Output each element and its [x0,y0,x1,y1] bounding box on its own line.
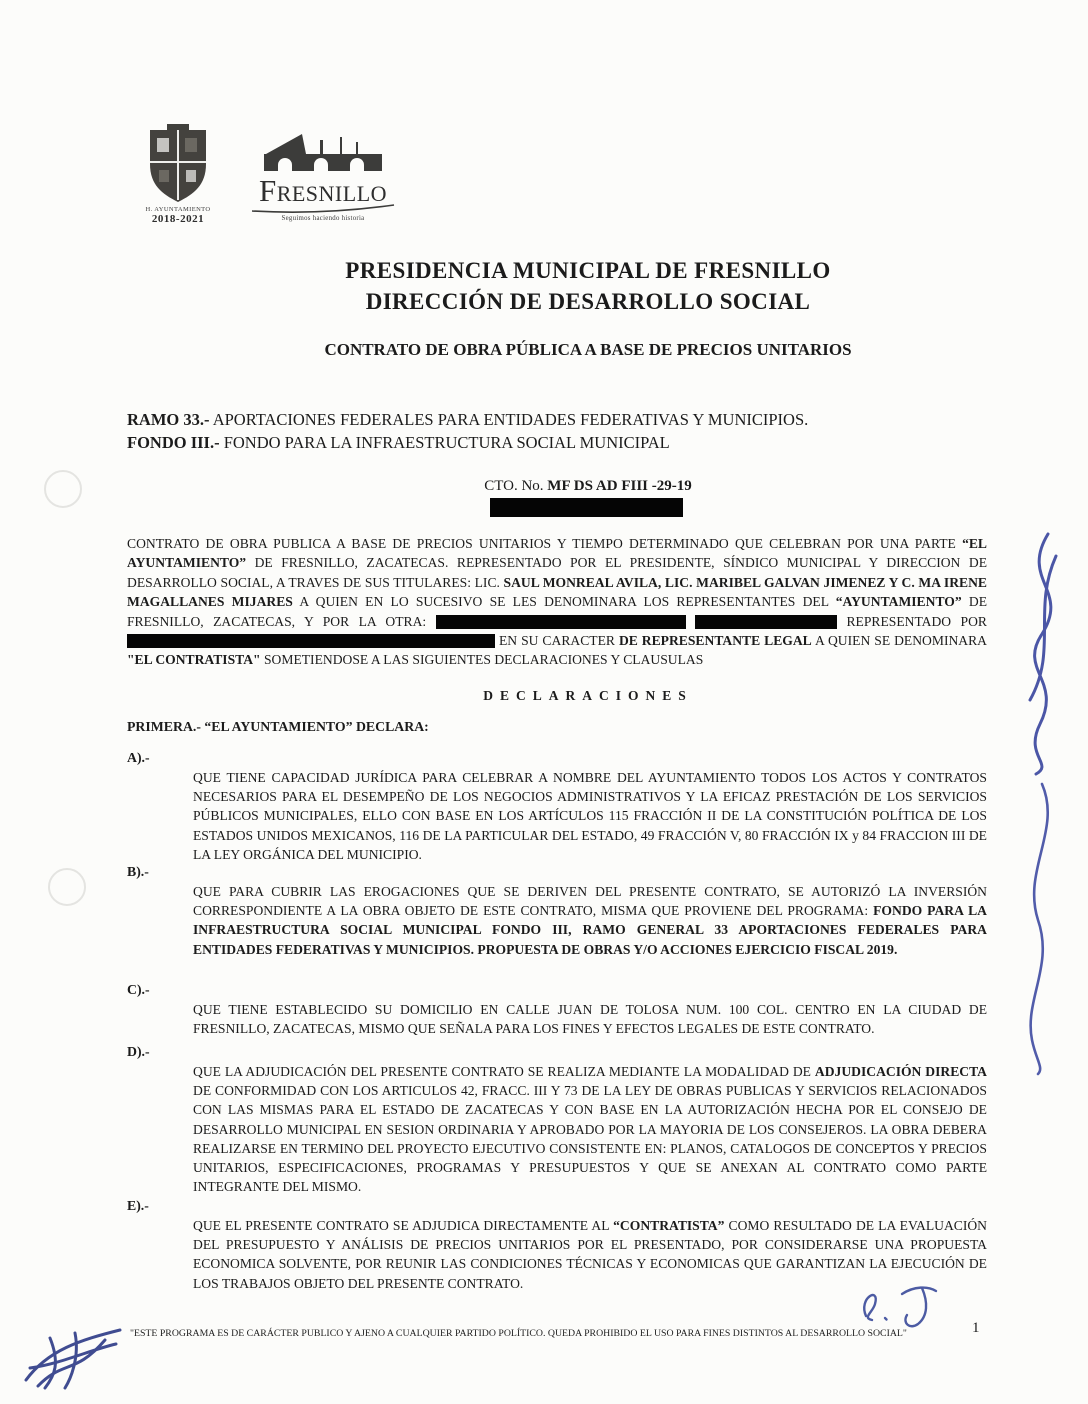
text-segment: DE FRESNILLO, ZACATECAS. REPRESENTADO POR EL PRESIDENTE, SÍNDICO MUNICIPAL Y DIRECCION DE DESARROLLO SOCIAL, A TRAVES DE SUS TITULARES: LIC. [127,555,987,590]
text-segment: QUE TIENE CAPACIDAD JURÍDICA PARA CELEBRAR A NOMBRE DEL AYUNTAMIENTO TODOS LOS ACTOS Y CONTRATOS NECESARIOS PARA EL DESEMPEÑO DE LOS NEGOCIOS ADMINISTRATIVOS Y LA EFICAZ PRESTACIÓN DE LOS SERVICIOS PÚBLICOS MUNICIPALES, ELLO CON BASE EN LOS ARTÍCULOS 115 FRACCIÓN II DE LA CONSTITUCIÓN POLÍTICA DE LOS ESTADOS UNIDOS MEXICANOS, 116 DE LA PARTICULAR DEL ESTADO, 49 FRACCIÓN V, 80 FRACCIÓN IX y 84 FRACCION III DE LA LEY ORGÁNICA DEL MUNICIPIO. [193,770,987,862]
contract-number-line [88,478,1088,495]
item-label: C).- [127,982,150,997]
item-label: D).- [127,1044,150,1059]
ramo-line [127,408,997,431]
document-subtitle: CONTRATO DE OBRA PÚBLICA A BASE DE PRECIOS UNITARIOS [324,340,852,359]
coat-of-arms-icon [136,122,220,204]
text-segment: CONTRATO DE OBRA PUBLICA A BASE DE PRECIOS UNITARIOS Y TIEMPO DETERMINADO QUE CELEBRAN POR UNA PARTE [127,536,963,551]
text-segment: A QUIEN SE DENOMINARA [811,633,987,649]
text-segment: SOMETIENDOSE A LAS SIGUIENTES DECLARACIONES Y CLAUSULAS [260,652,704,668]
redaction-bar [490,498,683,517]
text-segment: QUE TIENE ESTABLECIDO SU DOMICILIO EN CALLE JUAN DE TOLOSA NUM. 100 COL. CENTRO EN LA CIUDAD DE FRESNILLO, ZACATECAS, MISMO QUE SEÑALA PARA LOS FINES Y EFECTOS LEGALES DE ESTE CONTRATO. [193,1002,987,1037]
text-segment: EN SU CARACTER [495,633,619,649]
text-segment: “CONTRATISTA” [613,1218,725,1233]
fondo-text: FONDO PARA LA INFRAESTRUCTURA SOCIAL MUNICIPAL [219,433,670,452]
item-label: B).- [127,864,149,879]
item-text [193,1000,987,1038]
cto-prefix: CTO. No. [484,478,548,494]
text-segment: SAUL MONREAL AVILA, LIC. MARIBEL GALVAN JIMENEZ Y C. MA IRENE MAGALLANES MIJARES [127,574,987,610]
page-number: 1 [972,1320,980,1336]
text-segment [686,614,695,629]
page-title-line2: DIRECCIÓN DE DESARROLLO SOCIAL [365,289,811,314]
signature-ink-right-2 [1012,778,1068,1078]
fresnillo-logo [238,128,408,222]
ramo-text: APORTACIONES FEDERALES PARA ENTIDADES FEDERATIVAS Y MUNICIPIOS. [209,410,809,429]
item-label: A).- [127,750,150,765]
redaction-bar [695,615,837,629]
fondo-line [127,431,997,454]
item-text [193,768,987,864]
footer-legend: "ESTE PROGRAMA ES DE CARÁCTER PUBLICO Y AJENO A CUALQUIER PARTIDO POLÍTICO. QUEDA PROHIBIDO EL USO PARA FINES DISTINTOS AL DESARROLLO SOCIAL" [130,1328,907,1339]
text-segment: A QUIEN EN LO SUCESIVO SE LES DENOMINARA LOS REPRESENTANTES DEL [292,594,836,610]
brand-wordmark: Fresnillo [258,173,388,208]
declaration-item-a [127,750,987,864]
text-segment: DE CONFORMIDAD CON LOS ARTICULOS 42, FRACC. III Y 73 DE LA LEY DE OBRAS PUBLICAS Y SERVICIOS RELACIONADOS CON LAS MISMAS PARA EL ESTADO DE ZACATECAS Y CON BASE EN LA AUTORIZACIÓN HECHA POR EL CONSEJO DE DESARROLLO MUNICIPAL EN SESION ORDINARIA Y APROBADO POR LA MAYORIA DE LOS CONSEJEROS. LA OBRA DEBERA REALIZARSE EN TERMINO DEL PROYECTO EJECUTIVO CONSISTENTE EN: PLANOS, CATALOGOS DE CONCEPTOS Y PRECIOS UNITARIOS, ESPECIFICACIONES, PROGRAMAS Y PRESUPUESTOS Y QUE SE ANEXAN AL CONTRATO COMO PARTE INTEGRANTE DEL MISMO. [193,1083,987,1195]
primera-declaration: PRIMERA.- “EL AYUNTAMIENTO” DECLARA: [127,719,429,734]
item-label: E).- [127,1198,149,1213]
signature-ink-bottom-left [18,1318,133,1398]
hole-punch [44,470,82,508]
fondo-label: FONDO III.- [127,433,220,452]
redaction-bar [127,634,495,648]
text-segment: COMO RESULTADO DE LA EVALUACIÓN DEL PRESUPUESTO Y ANÁLISIS DE PRECIOS UNITARIOS POR EL PRESENTADO, POR CONSIDERARSE UNA PROPUESTA ECONOMICA SOLVENTE, POR REUNIR LAS CONDICIONES TÉCNICAS Y ECONOMICAS QUE GARANTIZAN LA EJECUCIÓN DE LOS TRABAJOS OBJETO DEL PRESENTE CONTRATO. [193,1218,988,1291]
text-segment: DE REPRESENTANTE LEGAL [618,633,812,649]
hole-punch [48,868,86,906]
text-segment: REPRESENTADO POR [837,613,988,629]
text-segment: “AYUNTAMIENTO” [835,594,962,610]
declaration-item-d [127,1044,987,1196]
signature-initials [852,1276,947,1336]
intro-paragraph [127,534,987,670]
municipal-seal-logo [136,122,220,225]
page-title-line1: PRESIDENCIA MUNICIPAL DE FRESNILLO [345,258,831,283]
mine-building-icon [238,128,408,176]
text-segment: QUE LA ADJUDICACIÓN DEL PRESENTE CONTRATO SE REALIZA MEDIANTE LA MODALIDAD DE [193,1064,815,1079]
brand-tagline: Seguimos haciendo historia [281,215,365,222]
text-segment: QUE EL PRESENTE CONTRATO SE ADJUDICA DIRECTAMENTE AL [193,1218,614,1233]
program-block [127,408,997,454]
ramo-label: RAMO 33.- [127,410,210,429]
declaration-item-c [127,982,987,1038]
text-segment: FONDO PARA LA INFRAESTRUCTURA SOCIAL MUNICIPAL FONDO III, RAMO GENERAL 33 APORTACIONES FEDERALES PARA ENTIDADES FEDERATIVAS Y MUNICIPIOS. PROPUESTA DE OBRAS Y/O ACCIONES EJERCICIO FISCAL 2019. [193,903,988,957]
seal-caption: H. AYUNTAMIENTO [145,206,211,213]
text-segment: “EL AYUNTAMIENTO” [127,536,987,571]
declaration-item-b [127,864,987,959]
declarations-heading: DECLARACIONES [483,688,693,703]
item-text [193,882,987,959]
text-segment: "EL CONTRATISTA" [127,652,261,668]
text-segment: QUE PARA CUBRIR LAS EROGACIONES QUE SE DERIVEN DEL PRESENTE CONTRATO, SE AUTORIZÓ LA INVERSIÓN CORRESPONDIENTE A LA OBRA OBJETO DE ESTE CONTRATO, MISMA QUE PROVIENE DEL PROGRAMA: [193,884,987,919]
item-text [193,1062,987,1196]
redaction-bar [436,615,686,629]
text-segment: DE FRESNILLO, ZACATECAS, Y POR LA OTRA: [127,594,987,629]
signature-ink-right-1 [1000,528,1080,778]
text-segment: ADJUDICACIÓN DIRECTA [814,1064,987,1079]
seal-years: 2018-2021 [151,213,205,225]
cto-value: MF DS AD FIII -29-19 [547,478,692,494]
